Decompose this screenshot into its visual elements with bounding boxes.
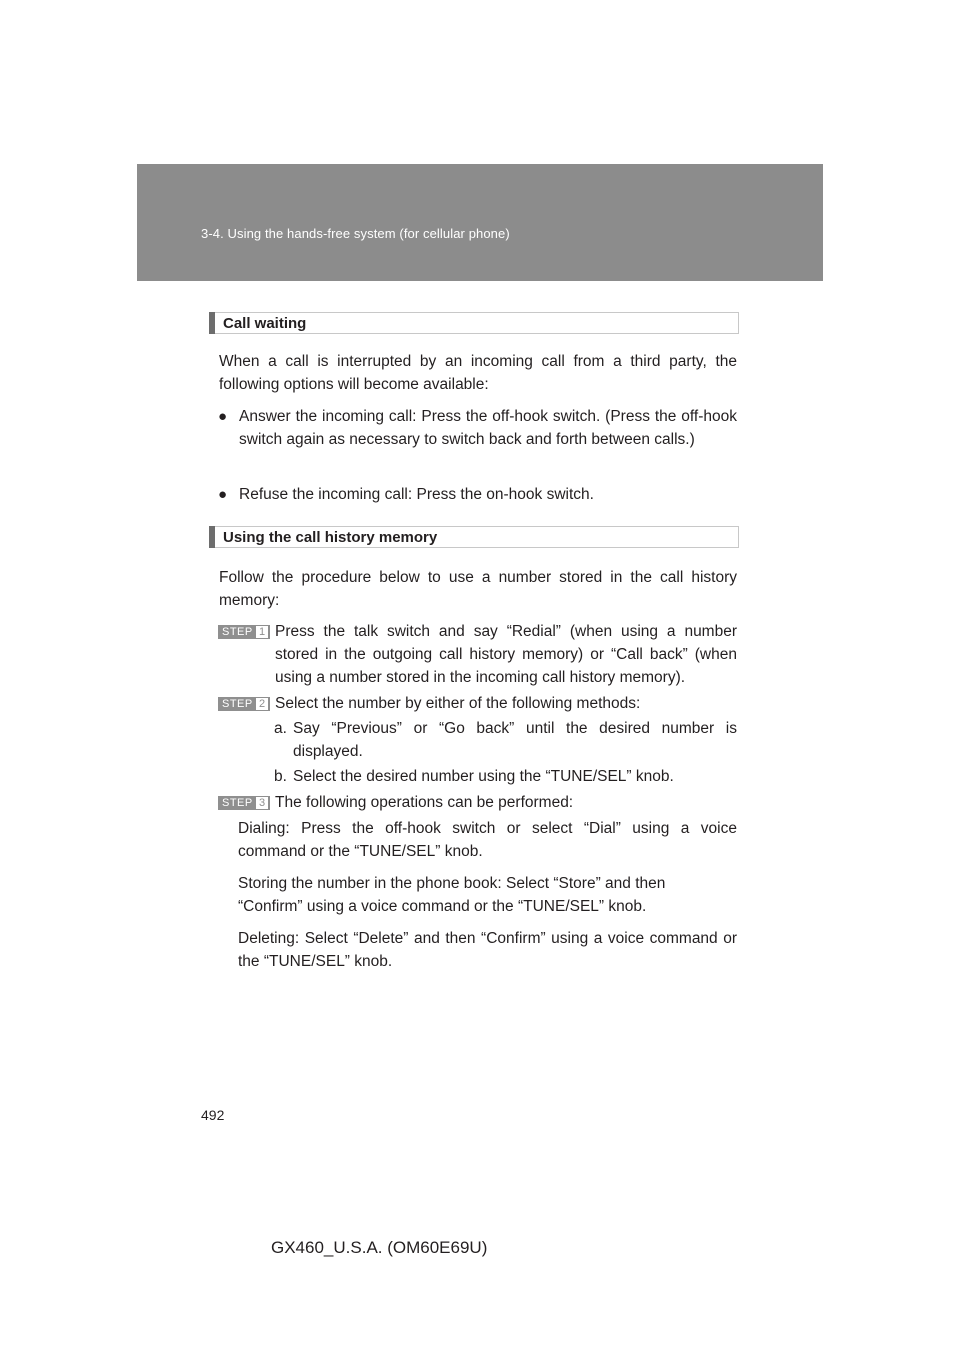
- step-word: STEP: [222, 797, 253, 809]
- header-band: [137, 164, 823, 281]
- section-heading-call-waiting: [209, 312, 739, 334]
- operation-text: Storing the number in the phone book: Select “Store” and then “Confirm” using a voice command or the “TUNE/SEL” knob.: [238, 875, 666, 915]
- sub-text: Select the desired number using the “TUNE/SEL” knob.: [293, 768, 674, 785]
- call-waiting-intro: When a call is interrupted by an incoming call from a third party, the following options will become available:: [219, 353, 737, 393]
- step-number: 1: [256, 626, 268, 638]
- breadcrumb: 3-4. Using the hands-free system (for cellular phone): [201, 226, 510, 241]
- section-title: Call waiting: [223, 315, 307, 332]
- section-heading-call-history: [209, 526, 739, 548]
- operation-text: Dialing: Press the off-hook switch or select “Dial” using a voice command or the “TUNE/SEL” knob.: [238, 820, 737, 860]
- step-badge: [218, 625, 270, 639]
- call-history-intro: Follow the procedure below to use a number stored in the call history memory:: [219, 569, 737, 609]
- operation-text: Deleting: Select “Delete” and then “Confirm” using a voice command or the “TUNE/SEL” knob.: [238, 930, 737, 970]
- step-number: 2: [256, 698, 268, 710]
- step-word: STEP: [222, 626, 253, 638]
- bullet-text: Refuse the incoming call: Press the on-hook switch.: [239, 486, 594, 503]
- bullet-icon: ●: [218, 486, 228, 503]
- step-text: The following operations can be performed:: [275, 794, 574, 811]
- bullet-text: Answer the incoming call: Press the off-hook switch. (Press the off-hook switch again as necessary to switch back and forth between calls.): [239, 408, 737, 448]
- page-number: 492: [201, 1107, 225, 1123]
- step-badge: [218, 796, 270, 810]
- section-heading-bar: [209, 312, 215, 334]
- step-word: STEP: [222, 698, 253, 710]
- sub-text: Say “Previous” or “Go back” until the desired number is displayed.: [293, 720, 737, 760]
- section-title: Using the call history memory: [223, 529, 438, 546]
- step-text: Press the talk switch and say “Redial” (when using a number stored in the outgoing call history memory) or “Call back” (when using a number stored in the incoming call history memory).: [275, 623, 737, 686]
- section-heading-bar: [209, 526, 215, 548]
- step-badge: [218, 697, 270, 711]
- bullet-icon: ●: [218, 408, 228, 425]
- document-code: GX460_U.S.A. (OM60E69U): [271, 1238, 488, 1257]
- sub-label: a.: [274, 720, 287, 737]
- step-number: 3: [256, 797, 268, 809]
- step-text: Select the number by either of the following methods:: [275, 695, 641, 712]
- sub-label: b.: [274, 768, 287, 785]
